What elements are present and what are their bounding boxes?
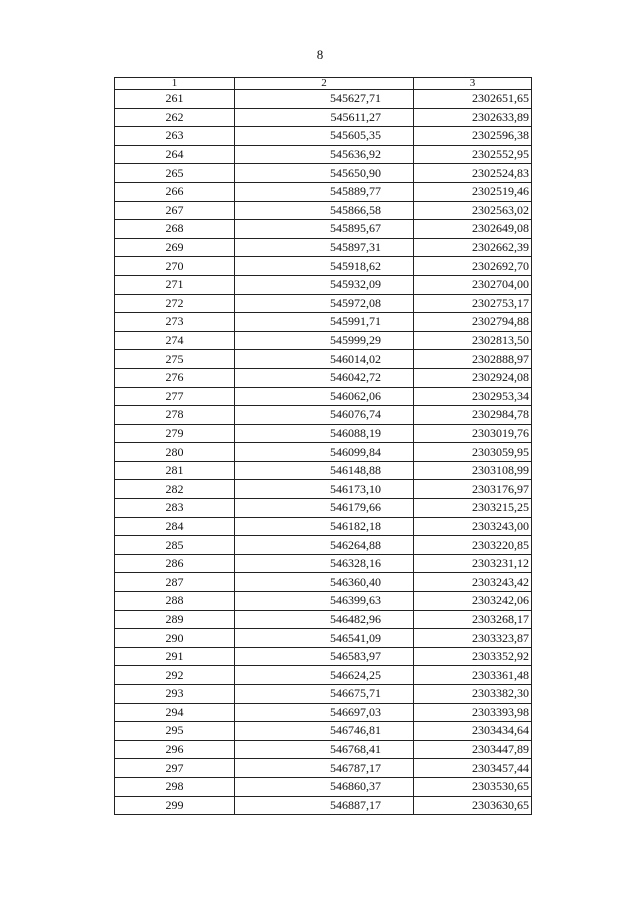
x-coordinate-cell: 546088,19 [235,424,414,443]
y-coordinate-cell: 2303434,64 [414,722,532,741]
x-coordinate-cell: 546887,17 [235,796,414,815]
x-coordinate-cell: 546746,81 [235,722,414,741]
x-coordinate-cell: 546675,71 [235,685,414,704]
table-row [115,145,532,164]
column-header-1: 1 [115,78,235,90]
table-row [115,350,532,369]
y-coordinate-cell: 2302596,38 [414,127,532,146]
point-number-cell: 271 [115,275,235,294]
column-header-3: 3 [414,78,532,90]
table-row [115,573,532,592]
table-row [115,796,532,815]
x-coordinate-cell: 546624,25 [235,666,414,685]
point-number-cell: 270 [115,257,235,276]
table-row [115,722,532,741]
point-number-cell: 276 [115,368,235,387]
x-coordinate-cell: 546860,37 [235,777,414,796]
table-row [115,182,532,201]
table-row [115,610,532,629]
point-number-cell: 298 [115,777,235,796]
y-coordinate-cell: 2302704,00 [414,275,532,294]
y-coordinate-cell: 2302651,65 [414,90,532,109]
table-row [115,220,532,239]
x-coordinate-cell: 546148,88 [235,461,414,480]
table-row [115,461,532,480]
x-coordinate-cell: 546014,02 [235,350,414,369]
table-row [115,406,532,425]
table-row [115,368,532,387]
table-row [115,331,532,350]
x-coordinate-cell: 545999,29 [235,331,414,350]
x-coordinate-cell: 546264,88 [235,536,414,555]
point-number-cell: 286 [115,554,235,573]
header-row [115,78,532,90]
table-row [115,703,532,722]
y-coordinate-cell: 2303323,87 [414,629,532,648]
point-number-cell: 268 [115,220,235,239]
table-row [115,517,532,536]
table-header [115,78,532,90]
y-coordinate-cell: 2302519,46 [414,182,532,201]
x-coordinate-cell: 546173,10 [235,480,414,499]
y-coordinate-cell: 2303352,92 [414,647,532,666]
x-coordinate-cell: 546399,63 [235,592,414,611]
column-header-2: 2 [235,78,414,90]
y-coordinate-cell: 2303231,12 [414,554,532,573]
point-number-cell: 282 [115,480,235,499]
point-number-cell: 265 [115,164,235,183]
point-number-cell: 266 [115,182,235,201]
x-coordinate-cell: 545895,67 [235,220,414,239]
coordinates-table [114,77,532,815]
point-number-cell: 275 [115,350,235,369]
y-coordinate-cell: 2302563,02 [414,201,532,220]
y-coordinate-cell: 2303176,97 [414,480,532,499]
y-coordinate-cell: 2303447,89 [414,740,532,759]
table-row [115,294,532,313]
x-coordinate-cell: 546042,72 [235,368,414,387]
table-row [115,740,532,759]
x-coordinate-cell: 545897,31 [235,238,414,257]
y-coordinate-cell: 2303220,85 [414,536,532,555]
y-coordinate-cell: 2302953,34 [414,387,532,406]
table-row [115,164,532,183]
point-number-cell: 299 [115,796,235,815]
x-coordinate-cell: 546768,41 [235,740,414,759]
y-coordinate-cell: 2302984,78 [414,406,532,425]
y-coordinate-cell: 2302888,97 [414,350,532,369]
y-coordinate-cell: 2303457,44 [414,759,532,778]
table-row [115,666,532,685]
table-row [115,275,532,294]
y-coordinate-cell: 2303243,00 [414,517,532,536]
point-number-cell: 292 [115,666,235,685]
y-coordinate-cell: 2302813,50 [414,331,532,350]
x-coordinate-cell: 545605,35 [235,127,414,146]
point-number-cell: 297 [115,759,235,778]
x-coordinate-cell: 546583,97 [235,647,414,666]
point-number-cell: 264 [115,145,235,164]
point-number-cell: 262 [115,108,235,127]
point-number-cell: 267 [115,201,235,220]
x-coordinate-cell: 546697,03 [235,703,414,722]
point-number-cell: 296 [115,740,235,759]
point-number-cell: 291 [115,647,235,666]
page-number: 8 [316,47,324,62]
table-row [115,313,532,332]
x-coordinate-cell: 546541,09 [235,629,414,648]
point-number-cell: 278 [115,406,235,425]
y-coordinate-cell: 2303361,48 [414,666,532,685]
point-number-cell: 290 [115,629,235,648]
y-coordinate-cell: 2302692,70 [414,257,532,276]
point-number-cell: 289 [115,610,235,629]
x-coordinate-cell: 546328,16 [235,554,414,573]
y-coordinate-cell: 2303530,65 [414,777,532,796]
y-coordinate-cell: 2303059,95 [414,443,532,462]
y-coordinate-cell: 2303242,06 [414,592,532,611]
y-coordinate-cell: 2302662,39 [414,238,532,257]
table-body [115,90,532,815]
x-coordinate-cell: 545889,77 [235,182,414,201]
y-coordinate-cell: 2303019,76 [414,424,532,443]
x-coordinate-cell: 545636,92 [235,145,414,164]
y-coordinate-cell: 2303630,65 [414,796,532,815]
x-coordinate-cell: 545650,90 [235,164,414,183]
x-coordinate-cell: 546360,40 [235,573,414,592]
x-coordinate-cell: 545972,08 [235,294,414,313]
point-number-cell: 274 [115,331,235,350]
table-row [115,238,532,257]
table-row [115,629,532,648]
y-coordinate-cell: 2303393,98 [414,703,532,722]
x-coordinate-cell: 546179,66 [235,499,414,518]
point-number-cell: 280 [115,443,235,462]
table-row [115,499,532,518]
y-coordinate-cell: 2302649,08 [414,220,532,239]
x-coordinate-cell: 546182,18 [235,517,414,536]
table-row [115,127,532,146]
table-row [115,424,532,443]
point-number-cell: 288 [115,592,235,611]
point-number-cell: 277 [115,387,235,406]
x-coordinate-cell: 546787,17 [235,759,414,778]
point-number-cell: 281 [115,461,235,480]
x-coordinate-cell: 546076,74 [235,406,414,425]
x-coordinate-cell: 546099,84 [235,443,414,462]
table-row [115,536,532,555]
table-row [115,90,532,109]
point-number-cell: 287 [115,573,235,592]
point-number-cell: 272 [115,294,235,313]
y-coordinate-cell: 2302524,83 [414,164,532,183]
point-number-cell: 284 [115,517,235,536]
table-row [115,592,532,611]
table-row [115,257,532,276]
table-row [115,759,532,778]
table-row [115,777,532,796]
x-coordinate-cell: 546482,96 [235,610,414,629]
y-coordinate-cell: 2302924,08 [414,368,532,387]
table-row [115,647,532,666]
x-coordinate-cell: 545991,71 [235,313,414,332]
table-row [115,685,532,704]
x-coordinate-cell: 546062,06 [235,387,414,406]
point-number-cell: 263 [115,127,235,146]
x-coordinate-cell: 545866,58 [235,201,414,220]
point-number-cell: 295 [115,722,235,741]
x-coordinate-cell: 545627,71 [235,90,414,109]
y-coordinate-cell: 2302794,88 [414,313,532,332]
y-coordinate-cell: 2302633,89 [414,108,532,127]
point-number-cell: 285 [115,536,235,555]
table-row [115,443,532,462]
table-row [115,387,532,406]
table-row [115,201,532,220]
table-row [115,480,532,499]
y-coordinate-cell: 2303108,99 [414,461,532,480]
y-coordinate-cell: 2302552,95 [414,145,532,164]
point-number-cell: 273 [115,313,235,332]
table-row [115,554,532,573]
point-number-cell: 279 [115,424,235,443]
y-coordinate-cell: 2303382,30 [414,685,532,704]
point-number-cell: 283 [115,499,235,518]
table-row [115,108,532,127]
point-number-cell: 269 [115,238,235,257]
y-coordinate-cell: 2303215,25 [414,499,532,518]
x-coordinate-cell: 545611,27 [235,108,414,127]
y-coordinate-cell: 2303268,17 [414,610,532,629]
x-coordinate-cell: 545932,09 [235,275,414,294]
point-number-cell: 261 [115,90,235,109]
y-coordinate-cell: 2302753,17 [414,294,532,313]
y-coordinate-cell: 2303243,42 [414,573,532,592]
x-coordinate-cell: 545918,62 [235,257,414,276]
point-number-cell: 293 [115,685,235,704]
point-number-cell: 294 [115,703,235,722]
